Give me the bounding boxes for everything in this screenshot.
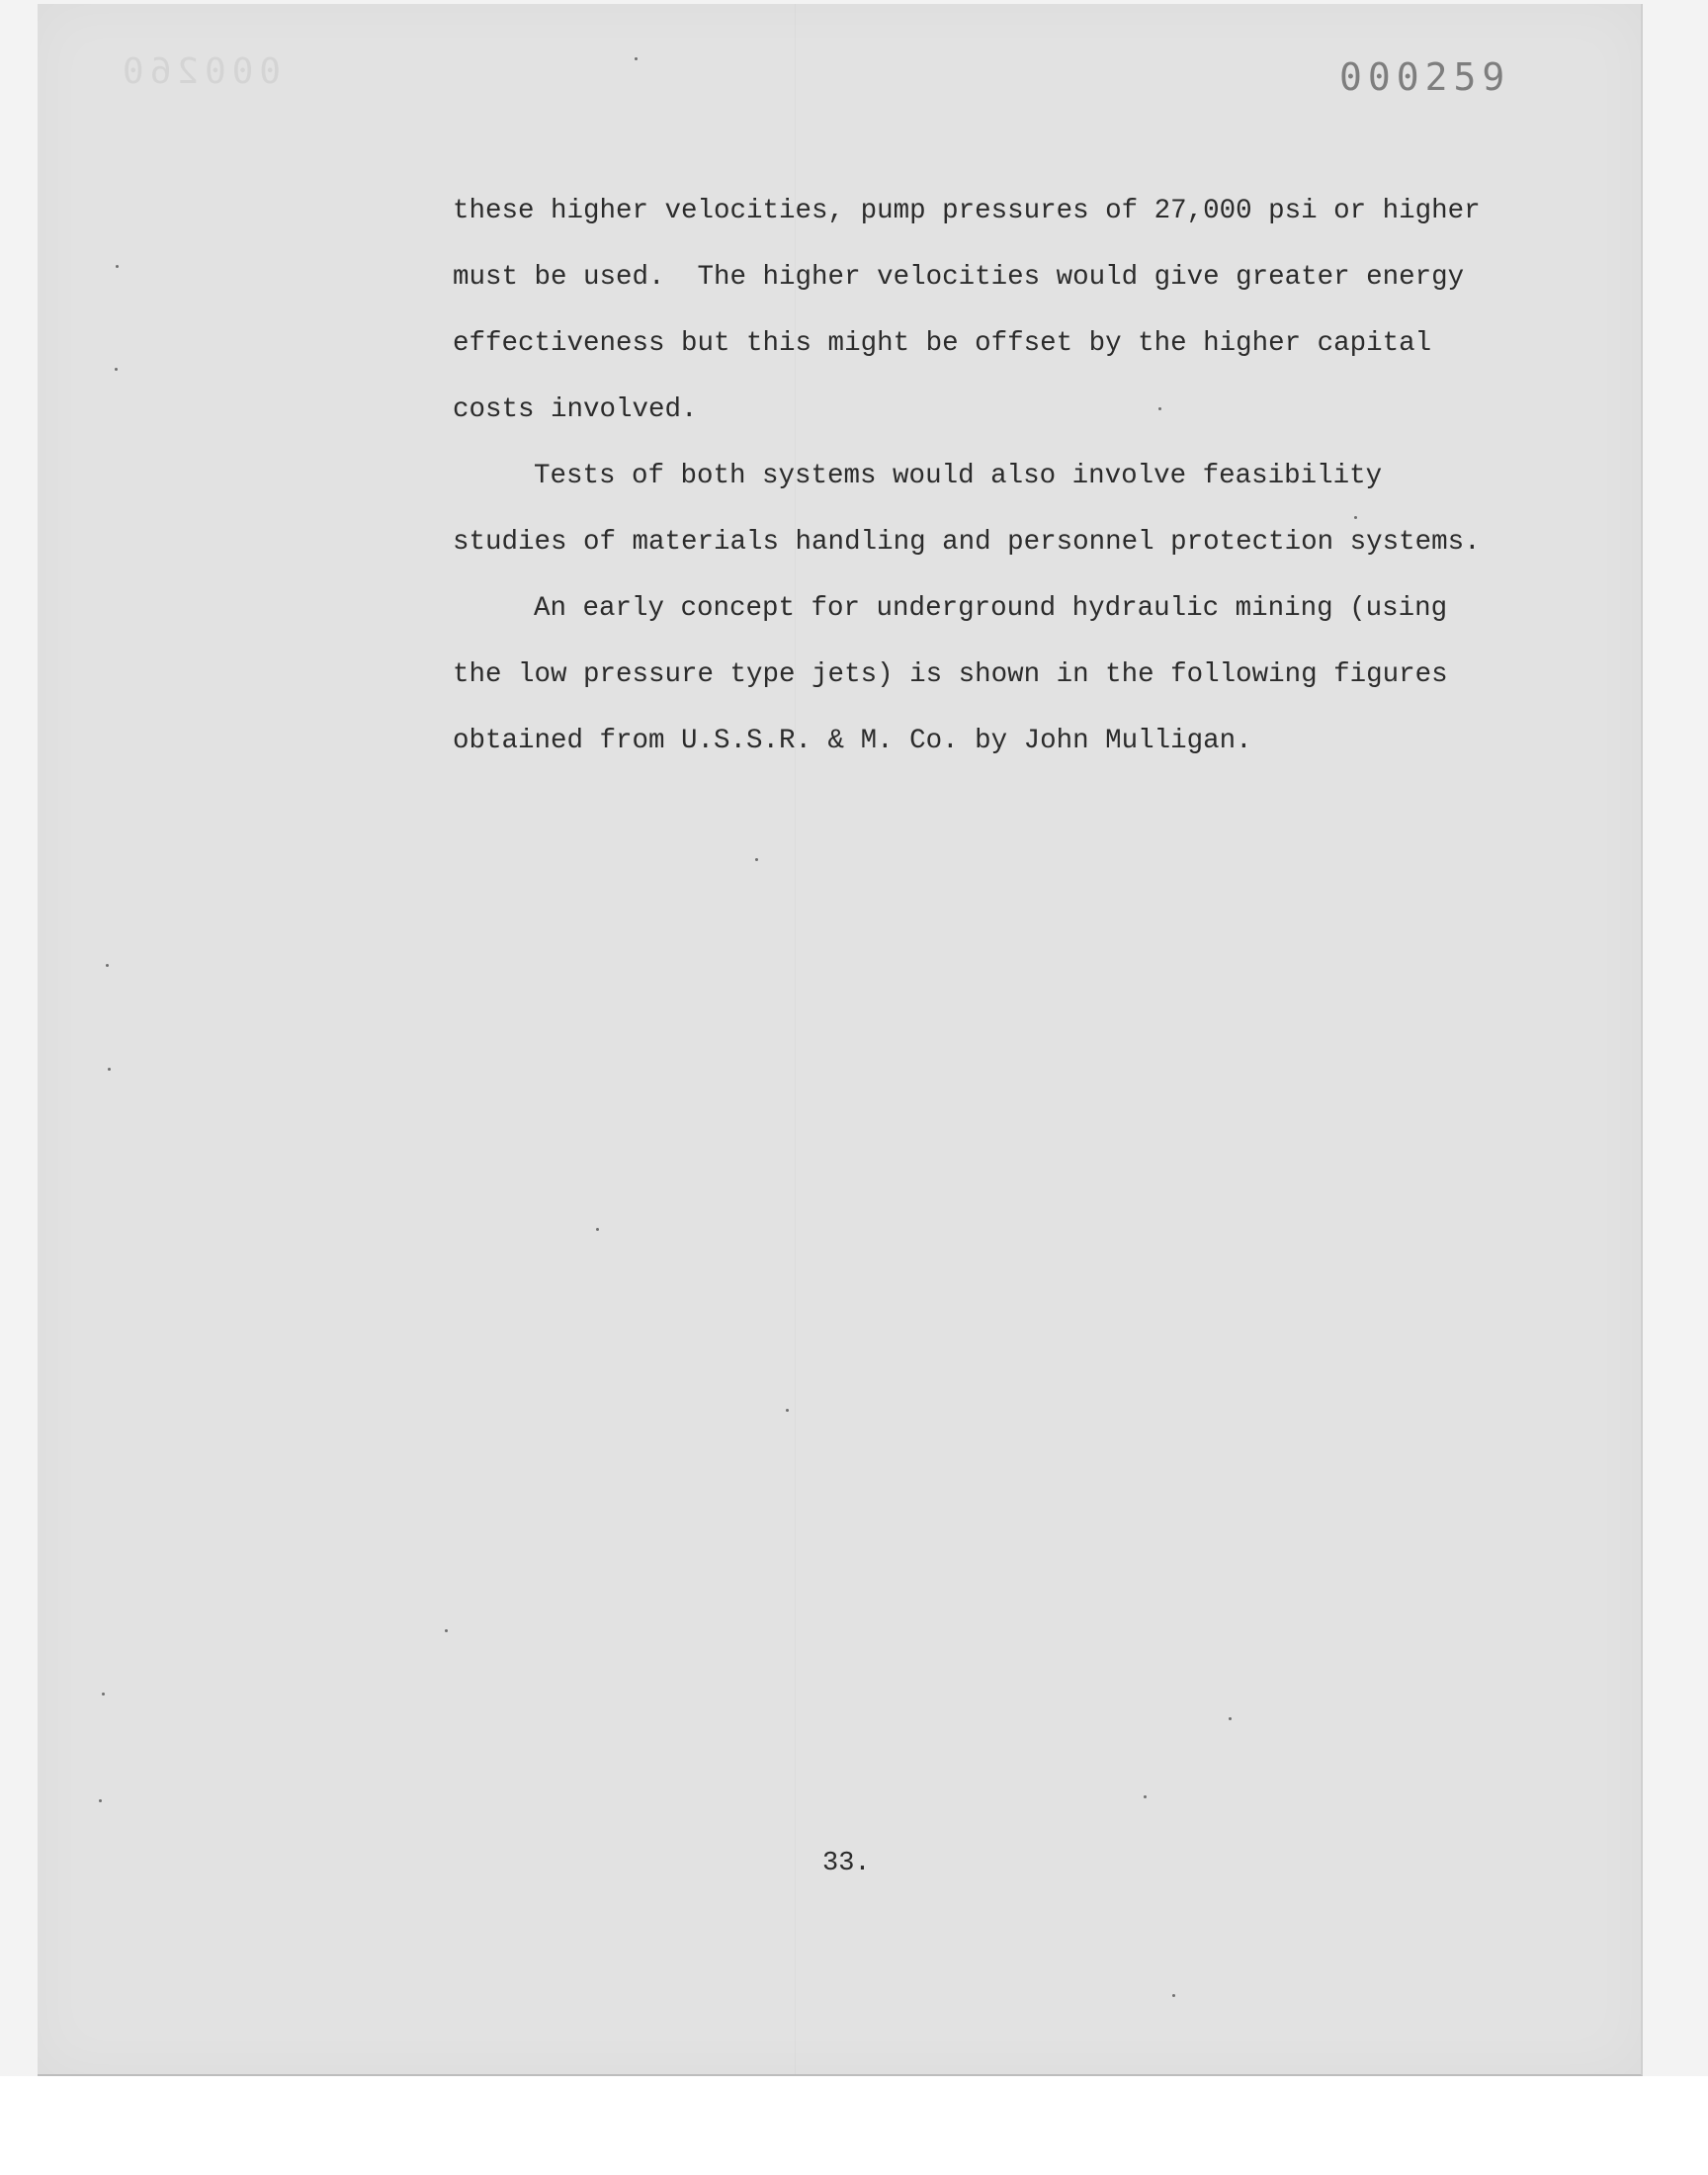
text-line: costs involved. <box>453 394 698 425</box>
paragraph-start-line: An early concept for underground hydraulic mining (using <box>534 593 1448 624</box>
text-line: effectiveness but this might be offset by the higher capital <box>453 328 1432 359</box>
text-line: must be used. The higher velocities would give greater energy <box>453 262 1465 293</box>
scan-speck <box>1158 407 1161 410</box>
scan-speck <box>99 1799 102 1802</box>
scan-speck <box>1354 516 1357 519</box>
scan-margin-bottom <box>0 2076 1708 2175</box>
scan-speck <box>786 1409 789 1412</box>
page-number: 33. <box>822 1849 871 1878</box>
scan-speck <box>108 1068 111 1071</box>
scan-speck <box>102 1693 105 1696</box>
text-line: these higher velocities, pump pressures of 27,000 psi or higher <box>453 196 1481 226</box>
text-line: studies of materials handling and personnel protection systems. <box>453 527 1481 558</box>
scan-speck <box>755 858 758 861</box>
body-text <box>453 178 1520 774</box>
document-control-number: 000259 <box>1339 55 1511 99</box>
scan-speck <box>1172 1994 1175 1997</box>
scan-speck <box>445 1629 448 1632</box>
scan-speck <box>1229 1717 1232 1720</box>
text-line: the low pressure type jets) is shown in the following figures <box>453 659 1448 690</box>
scan-speck <box>116 265 119 268</box>
scan-speck <box>106 964 109 967</box>
scan-speck <box>635 57 638 60</box>
scan-speck <box>1144 1795 1147 1798</box>
text-line: obtained from U.S.S.R. & M. Co. by John Mulligan. <box>453 726 1252 756</box>
bleed-through-doc-number: 000260 <box>117 51 282 92</box>
scan-speck <box>115 368 118 371</box>
paragraph-start-line: Tests of both systems would also involve feasibility <box>534 461 1383 491</box>
scan-speck <box>596 1228 599 1231</box>
